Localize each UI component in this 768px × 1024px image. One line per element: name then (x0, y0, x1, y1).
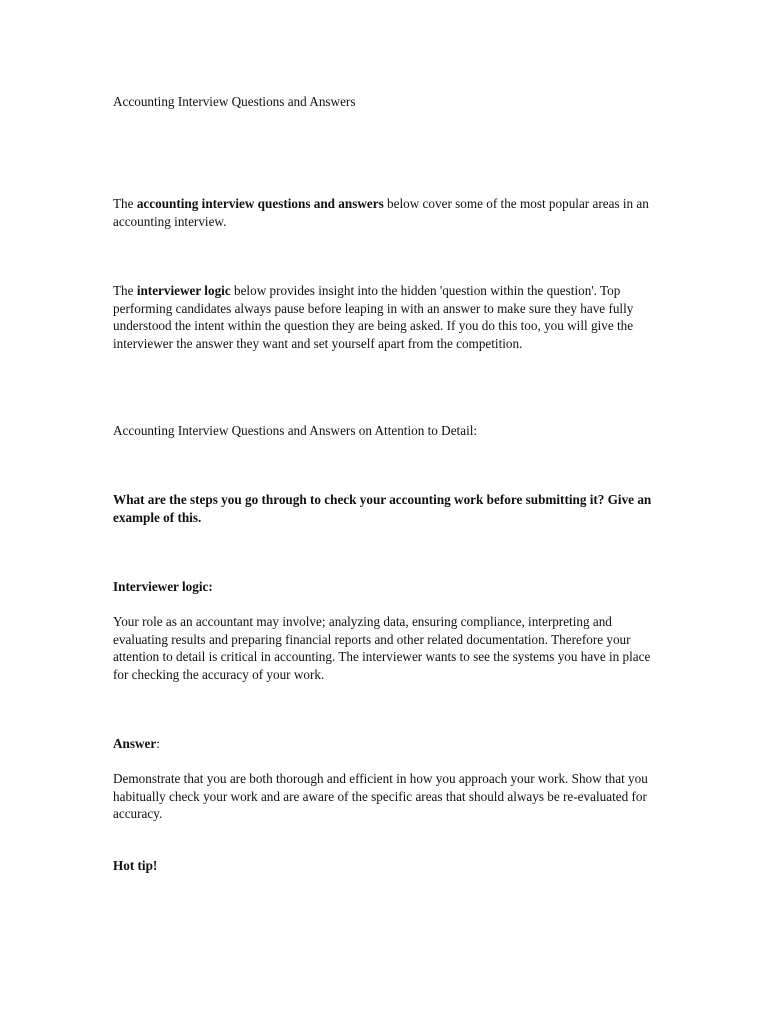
hot-tip-heading: Hot tip! (113, 858, 158, 873)
logic-intro-lead: The (113, 283, 137, 298)
section-heading: Accounting Interview Questions and Answers on Attention to Detail: (113, 423, 478, 438)
answer-colon: : (156, 736, 160, 751)
interviewer-logic-label: Interviewer logic: (113, 579, 213, 594)
document-title: Accounting Interview Questions and Answers (113, 94, 356, 109)
interview-question: What are the steps you go through to check your accounting work before submitting it? Give an example of this. (113, 492, 652, 525)
answer-heading (113, 735, 658, 753)
intro-bold-phrase: accounting interview questions and answers (136, 196, 384, 211)
intro-paragraph (113, 195, 658, 230)
interviewer-logic-text: Your role as an accountant may involve; analyzing data, ensuring compliance, interpreting and evaluating results and preparing financial reports and other related documentation. Therefore your attention to detail is critical in accounting. The interviewer wants to see the systems you have in place for checking the accuracy of your work. (113, 614, 651, 682)
logic-intro-paragraph (113, 282, 658, 352)
answer-text: Demonstrate that you are both thorough and efficient in how you approach your work. Show that you habitually check your work and are aware of the specific areas that should always be re-evaluated for accuracy. (113, 771, 648, 821)
logic-intro-bold-phrase: interviewer logic (136, 283, 231, 298)
intro-rest: below cover some of the most popular areas in an accounting interview. (113, 196, 649, 229)
logic-intro-rest: below provides insight into the hidden 'question within the question'. Top performing candidates always pause before leaping in with an answer to make sure they have fully understood the intent within the question they are being asked. If you do this too, you will give the interviewer the answer they want and set yourself apart from the competition. (113, 283, 634, 351)
intro-lead: The (113, 196, 137, 211)
answer-label: Answer (113, 736, 157, 751)
